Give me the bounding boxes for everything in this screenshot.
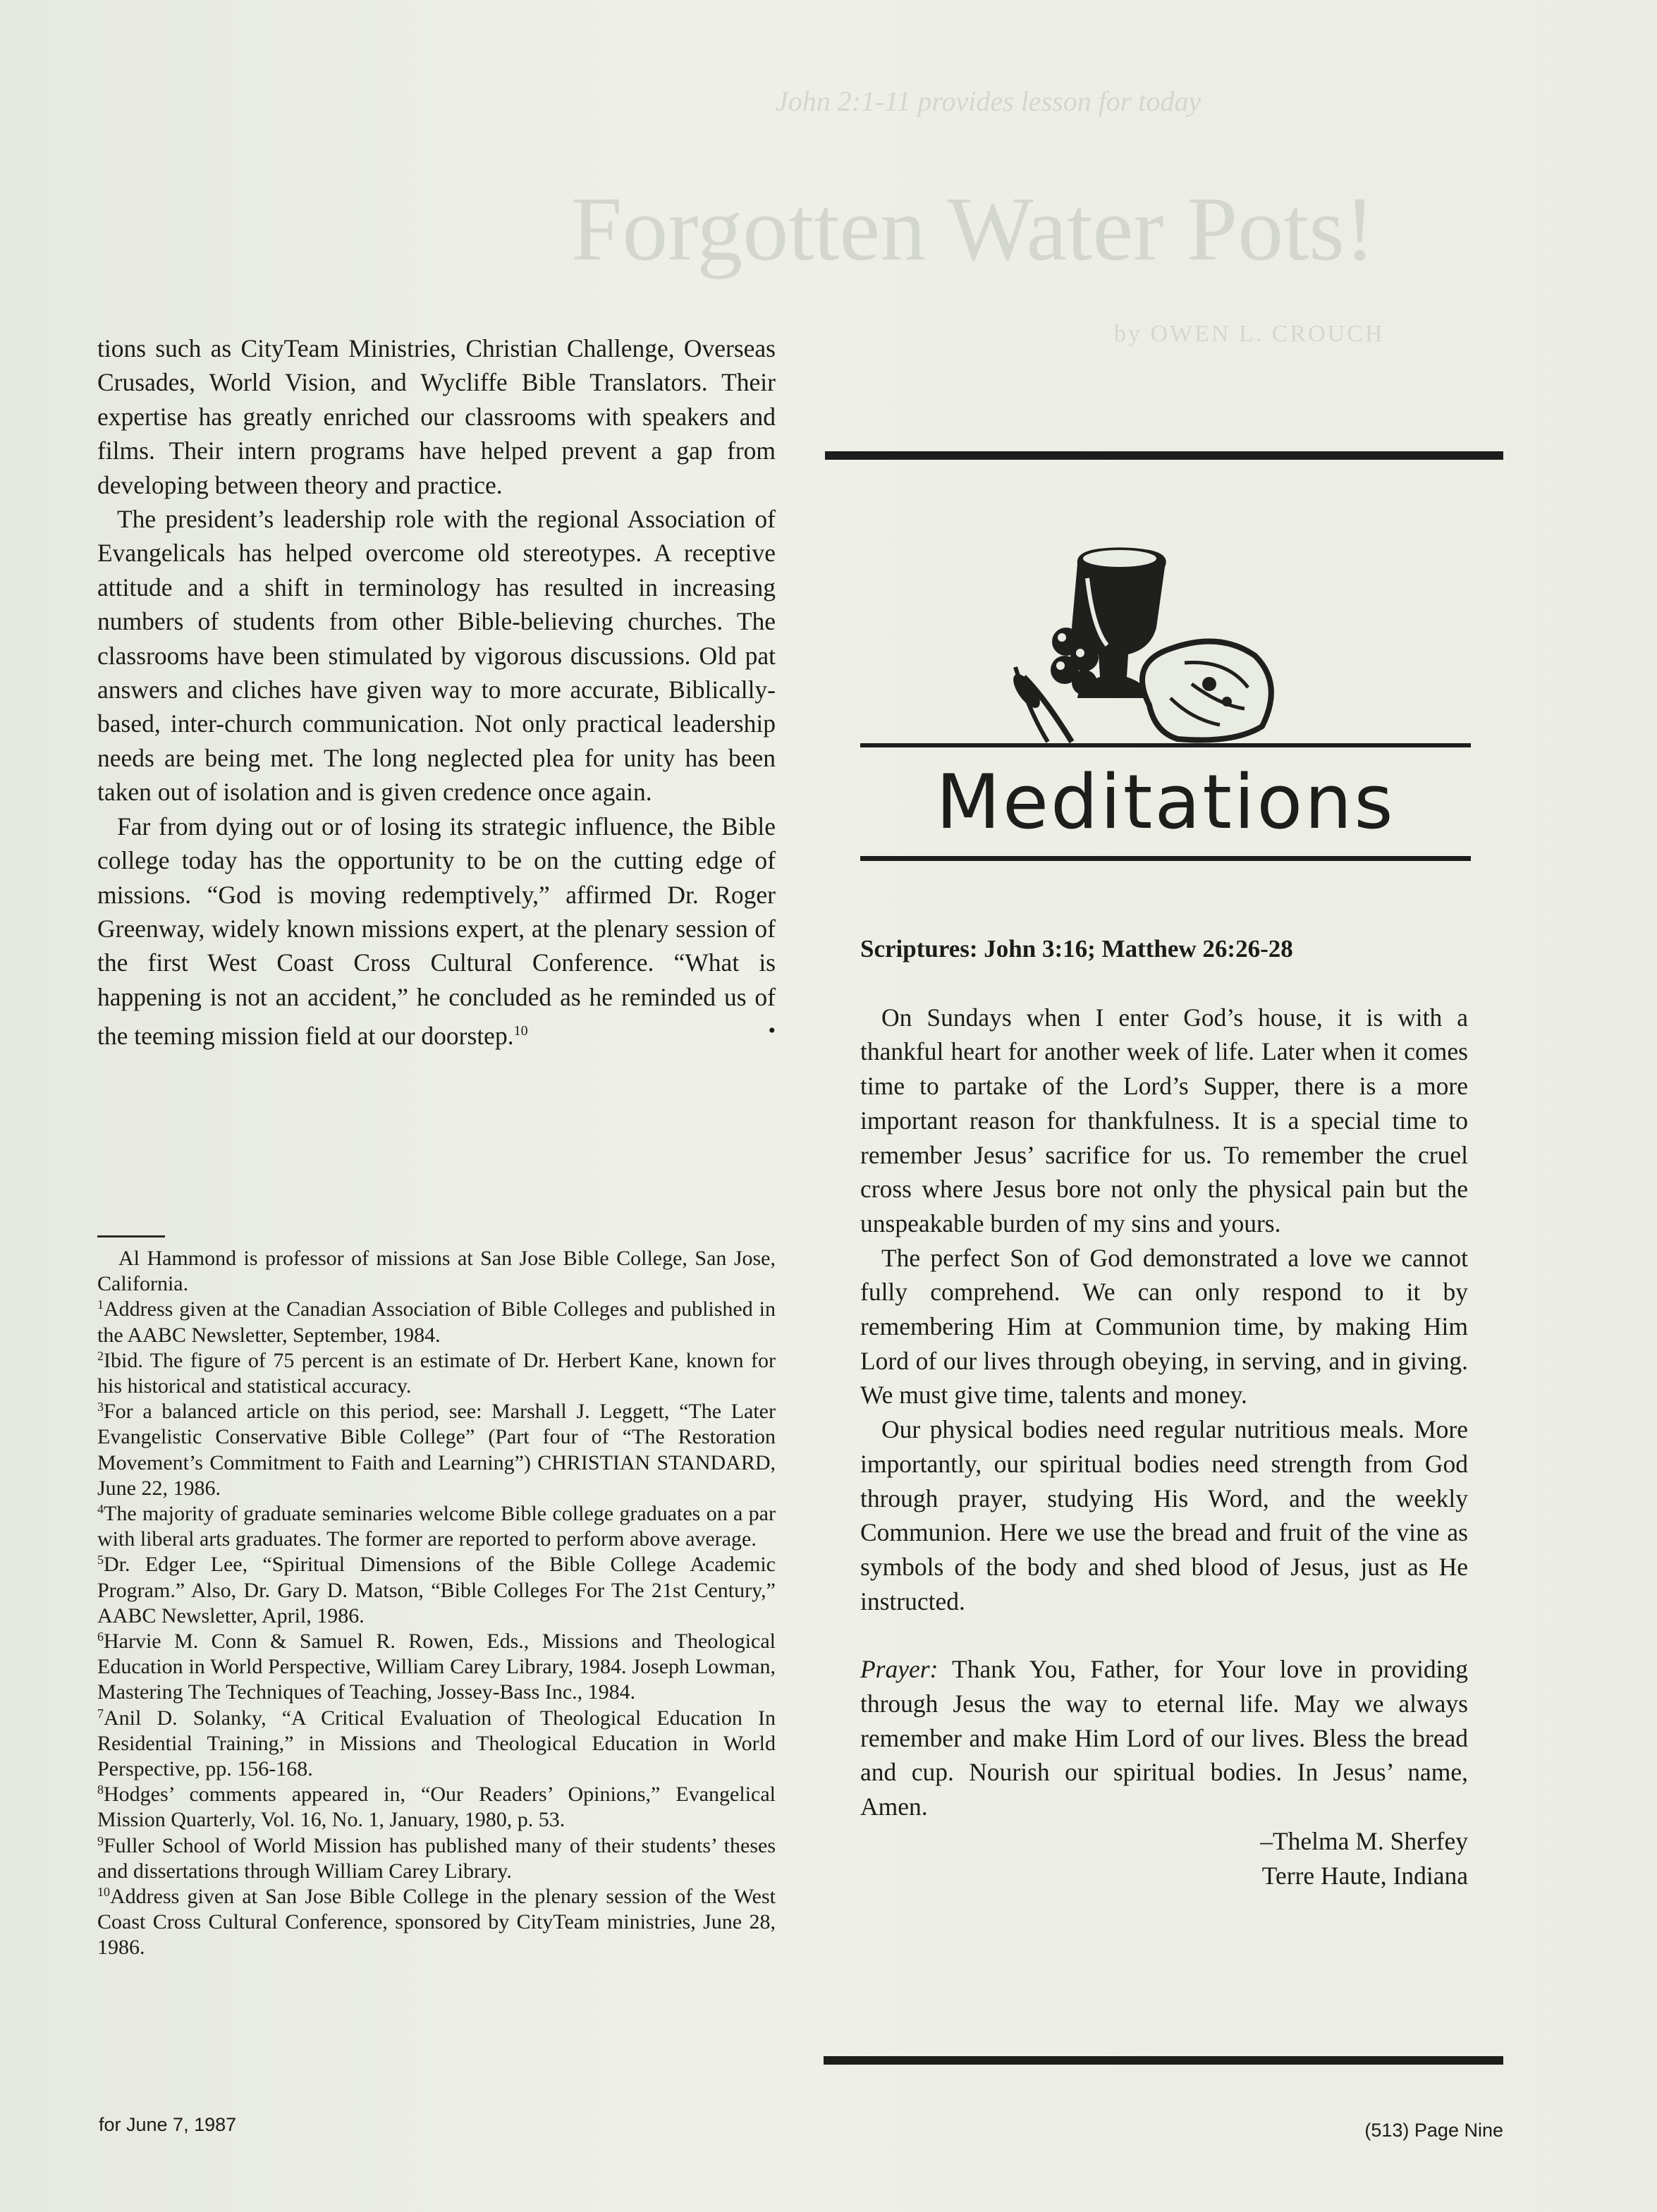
prayer-paragraph bbox=[860, 1652, 1468, 1824]
footnote-text: Harvie M. Conn & Samuel R. Rowen, Eds., Missions and Theological Education in World Perspective, William Carey Library, 1984. Joseph Lowman, Mastering The Techniques of Teaching, Jossey-Bass Inc., 1984. bbox=[97, 1630, 776, 1704]
footnote-number: 7 bbox=[97, 1706, 104, 1721]
bleed-through-byline: by OWEN L. CROUCH bbox=[1114, 321, 1385, 347]
footnote bbox=[97, 1706, 776, 1783]
prayer-label: Prayer: bbox=[860, 1655, 938, 1684]
meditation-paragraph: On Sundays when I enter God’s house, it is with a thankful heart for another week of life. Later when it comes time to partake of the Lord’s Supper, there is a more important reason for thankfulness. It is a special time to remember Jesus’ sacrifice for us. To remember the cruel cross where Jesus bore not only the physical pain but the unspeakable burden of my sins and yours. bbox=[860, 1003, 1468, 1238]
footnote-number: 1 bbox=[97, 1297, 104, 1312]
footnote bbox=[97, 1552, 776, 1629]
footnote-number: 3 bbox=[97, 1400, 104, 1414]
meditation-column bbox=[860, 932, 1468, 1893]
end-of-article-mark: • bbox=[768, 1019, 776, 1043]
footnote bbox=[97, 1884, 776, 1961]
footnote-text: Dr. Edger Lee, “Spiritual Dimensions of the Bible College Academic Program.” Also, Dr. Gary D. Matson, “Bible Colleges For The 21st Century,” AABC Newsletter, April, 1986. bbox=[97, 1553, 776, 1627]
footnote bbox=[97, 1348, 776, 1399]
footnote-number: 6 bbox=[97, 1630, 104, 1644]
footnotes-list bbox=[97, 1297, 776, 1960]
meditation-paragraph: Our physical bodies need regular nutritious meals. More importantly, our spiritual bodies need strength from God through prayer, studying His Word, and the weekly Communion. Here we use the bread and fruit of the vine as symbols of the body and shed blood of Jesus, just as He instructed. bbox=[860, 1415, 1468, 1615]
footnote bbox=[97, 1782, 776, 1833]
footnote-text: Address given at the Canadian Association of Bible Colleges and published in the AABC Newsletter, September, 1984. bbox=[97, 1297, 776, 1347]
footnote bbox=[97, 1297, 776, 1348]
author-signature: –Thelma M. Sherfey bbox=[1260, 1826, 1468, 1855]
logo-lower-rule bbox=[860, 856, 1471, 861]
article-paragraph bbox=[97, 809, 776, 1053]
footnote-number: 8 bbox=[97, 1783, 104, 1797]
section-heading: Meditations bbox=[936, 759, 1395, 845]
issue-date: for June 7, 1987 bbox=[99, 2114, 237, 2135]
footnote-text: For a balanced article on this period, see: Marshall J. Leggett, “The Later Evangelistic Conservative Bible College” (Part four of “The Restoration Movement’s Commitment to Faith and Learning”) CHRISTIAN STANDARD, June 22, 1986. bbox=[97, 1400, 776, 1500]
footnote-number: 10 bbox=[97, 1885, 110, 1900]
footnote-number: 2 bbox=[97, 1348, 104, 1363]
footnotes-divider bbox=[97, 1235, 165, 1238]
footnote-ref: 10 bbox=[513, 1023, 528, 1039]
footnote-text: The majority of graduate seminaries welcome Bible college graduates on a par with liberal arts graduates. The former are reported to perform above average. bbox=[97, 1502, 776, 1551]
logo-upper-rule bbox=[860, 743, 1471, 747]
meditation-paragraph: The perfect Son of God demonstrated a love we cannot fully comprehend. We can only respond to it by remembering Him at Communion time, by making Him Lord of our lives through obeying, in serving, and in giving. We must give time, talents and money. bbox=[860, 1243, 1468, 1410]
footnote-text: Hodges’ comments appeared in, “Our Readers’ Opinions,” Evangelical Mission Quarterly, Vol. 16, No. 1, January, 1980, p. 53. bbox=[97, 1783, 776, 1832]
page-number: (513) Page Nine bbox=[1364, 2120, 1503, 2141]
bleed-through-title: Forgotten Water Pots! bbox=[571, 178, 1376, 280]
footnote-number: 4 bbox=[97, 1502, 104, 1517]
footnote-text: Anil D. Solanky, “A Critical Evaluation of Theological Education In Residential Training,” in Missions and Theological Education in World Perspective, pp. 156-168. bbox=[97, 1706, 776, 1781]
section-bottom-rule bbox=[824, 2056, 1503, 2065]
footnote-number: 9 bbox=[97, 1833, 104, 1848]
article-paragraph-text: Far from dying out or of losing its strategic influence, the Bible college today has the opportunity to be on the cutting edge of missions. “God is moving redemptively,” affirmed Dr. Roger Greenway, widely known missions expert, at the plenary session of the first West Coast Cross Cultural Conference. “What is happening is not an accident,” he concluded as he reminded us of the teeming mission field at our doorstep. bbox=[97, 812, 776, 1050]
author-bio: Al Hammond is professor of missions at San Jose Bible College, San Jose, California. bbox=[97, 1247, 776, 1296]
footnote-number: 5 bbox=[97, 1553, 104, 1568]
prayer-text: Thank You, Father, for Your love in providing through Jesus the way to eternal life. May we always remember and make Him Lord of our lives. Bless the bread and cup. Nourish our spiritual bodies. In Jesus’ name, Amen. bbox=[860, 1655, 1468, 1821]
article-continuation bbox=[97, 331, 776, 1053]
section-top-rule bbox=[825, 451, 1503, 460]
scripture-reference: Scriptures: John 3:16; Matthew 26:26-28 bbox=[860, 935, 1293, 963]
footnote bbox=[97, 1833, 776, 1884]
footnote-text: Address given at San Jose Bible College in the plenary session of the West Coast Cross Cultural Conference, sponsored by CityTeam ministries, June 28, 1986. bbox=[97, 1885, 776, 1960]
footnotes-section bbox=[97, 1235, 776, 1961]
author-location: Terre Haute, Indiana bbox=[1261, 1861, 1468, 1890]
footnote bbox=[97, 1629, 776, 1706]
bleed-through-subtitle: John 2:1-11 provides lesson for today bbox=[776, 85, 1202, 117]
footnote-text: Ibid. The figure of 75 percent is an estimate of Dr. Herbert Kane, known for his historical and statistical accuracy. bbox=[97, 1348, 776, 1398]
footnote bbox=[97, 1399, 776, 1501]
article-paragraph: The president’s leadership role with the regional Association of Evangelicals has helped overcome old stereotypes. A receptive attitude and a shift in terminology has resulted in increasing numbers of students from other Bible-believing churches. The classrooms have been stimulated by vigorous discussions. Old pat answers and cliches have given way to more accurate, Biblically-based, inter-church communication. Not only practical leadership needs are being met. The long neglected plea for unity has been taken out of isolation and is given credence once again. bbox=[97, 505, 776, 807]
footnote bbox=[97, 1501, 776, 1552]
footnote-text: Fuller School of World Mission has published many of their students’ theses and dissertations through William Carey Library. bbox=[97, 1833, 776, 1883]
article-paragraph: tions such as CityTeam Ministries, Christian Challenge, Overseas Crusades, World Vision, and Wycliffe Bible Translators. Their expertise has greatly enriched our classrooms with speakers and films. Their intern programs have helped prevent a gap from developing between theory and practice. bbox=[97, 334, 776, 499]
